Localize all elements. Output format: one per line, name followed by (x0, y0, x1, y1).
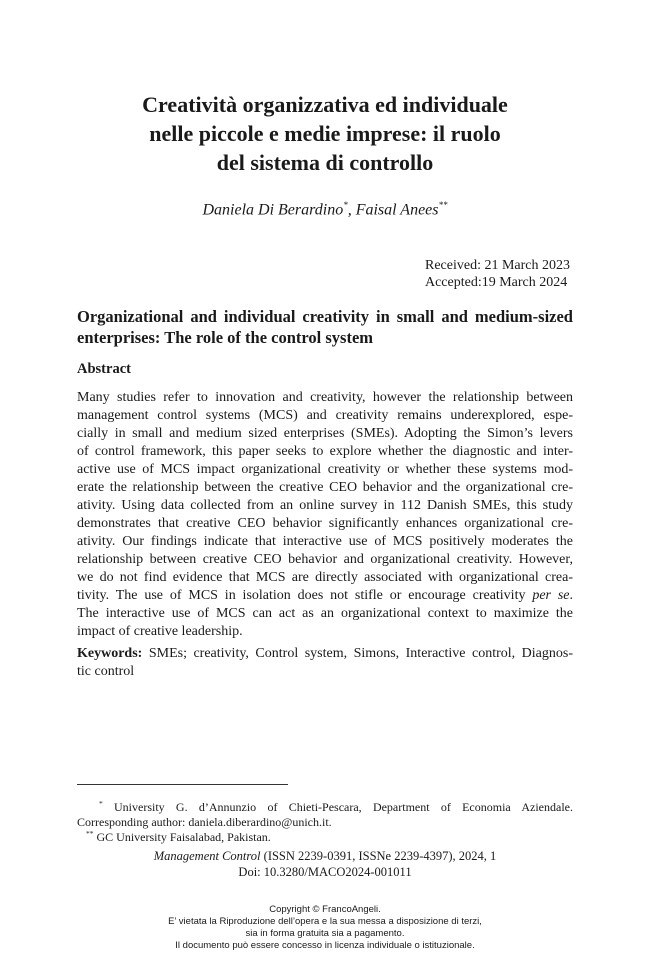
footnote-text: University G. d’Annunzio of Chieti-Pescara, Department of Economia Aziendale. (102, 800, 573, 814)
abstract-line: Many studies refer to innovation and creativity, however the relationship between (77, 390, 573, 405)
footnote-1 (77, 796, 573, 830)
abstract-text: . (569, 588, 573, 603)
abstract-text: tivity. The use of MCS in isolation does not stifle or encourage creativity (77, 588, 533, 603)
abstract-heading: Abstract (77, 361, 131, 377)
footnote-mark: ** (86, 829, 94, 838)
journal-citation (77, 848, 573, 864)
author-name: Daniela Di Berardino (202, 201, 344, 219)
keywords-line (77, 645, 573, 663)
copyright-line: E’ vietata la Riproduzione dell’opera e la sua messa a disposizione di terzi, (168, 916, 482, 927)
italian-title-line: nelle piccole e medie imprese: il ruolo (149, 121, 501, 146)
footnote-line (77, 796, 573, 815)
accepted-date: Accepted:19 March 2024 (424, 275, 568, 290)
keywords-label: Keywords: (77, 646, 143, 661)
abstract-line: relationship between creative CEO behavior and organizational creativity. However, (77, 552, 573, 567)
footnote-divider (77, 784, 288, 785)
abstract-line: erate the relationship between the creative CEO behavior and the organizational cre- (77, 480, 573, 495)
abstract-line: management control systems (MCS) and creativity remains underexplored, espe- (77, 408, 573, 423)
abstract-line: ativity. Using data collected from an online survey in 112 Danish SMEs, this study (77, 498, 573, 513)
submission-dates (425, 257, 570, 291)
keywords-text: SMEs; creativity, Control system, Simons, Interactive control, Diagnos- (142, 646, 573, 661)
copyright-line: Il documento può essere concesso in licenza individuale o istituzionale. (175, 940, 475, 951)
footnote-mark: ** (438, 200, 448, 210)
english-title: Organizational and individual creativity in small and medium-sized enterprises: The role of the control system (77, 307, 573, 347)
italian-title-line: del sistema di controllo (216, 150, 434, 175)
copyright-line: Copyright © FrancoAngeli. (269, 904, 381, 915)
abstract-line: cially in small and medium sized enterprises (SMEs). Adopting the Simon’s levers (77, 426, 573, 441)
italian-title (60, 90, 590, 177)
footnote-text: GC University Faisalabad, Pakistan. (93, 830, 271, 844)
journal-issn: (ISSN 2239-0391, ISSNe 2239-4397), 2024, 1 (260, 849, 497, 863)
abstract-line: The interactive use of MCS can act as an organizational context to maximize the (77, 606, 573, 621)
italian-title-line: Creatività organizzativa ed individuale (142, 92, 508, 117)
received-date: Received: 21 March 2023 (424, 258, 570, 273)
abstract-line: active use of MCS impact organizational creativity or whether these systems mod- (77, 462, 573, 477)
abstract-line: ativity. Our findings indicate that interactive use of MCS positively moderates the (77, 534, 573, 549)
doi: Doi: 10.3280/MACO2024-001011 (238, 865, 412, 879)
footnote-line: Corresponding author: daniela.diberardino@unich.it. (77, 815, 332, 829)
abstract-line: demonstrates that creative CEO behavior significantly enhances organizational cre- (77, 516, 573, 531)
abstract-line: we do not find evidence that MCS are directly associated with organizational crea- (77, 570, 573, 585)
journal-name: Management Control (153, 849, 261, 863)
footnote-2 (77, 826, 582, 845)
footnote-mark: * (343, 200, 348, 210)
journal-info (77, 848, 573, 880)
copyright-line: sia in forma gratuita sia a pagamento. (245, 928, 405, 939)
author-separator: , (347, 201, 356, 219)
keywords (77, 645, 573, 681)
authors (60, 200, 590, 219)
abstract-line: of control framework, this paper seeks to explore whether the diagnostic and inter- (77, 444, 573, 459)
abstract-body (77, 389, 573, 641)
abstract-italic-text: per se (532, 588, 570, 603)
abstract-line: impact of creative leadership. (77, 624, 243, 639)
author-name: Faisal Anees (355, 201, 439, 219)
keywords-line: tic control (77, 664, 135, 679)
abstract-line (77, 587, 573, 605)
copyright-notice (77, 904, 573, 952)
footnote-mark: * (99, 799, 103, 808)
